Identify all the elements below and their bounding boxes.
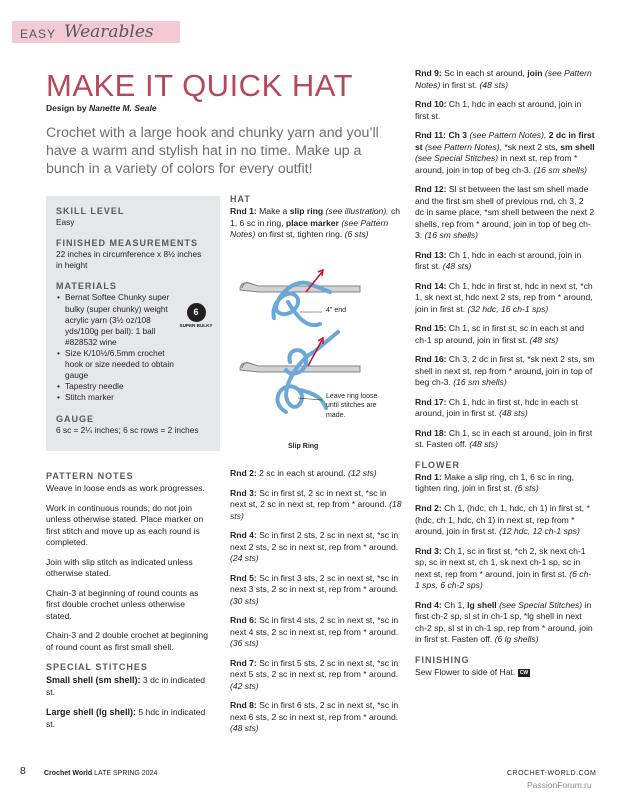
hat-round [415,68,595,91]
rnd-label: Rnd 6: [230,615,257,626]
rnd-label: Rnd 5: [230,572,257,583]
rnd-text: Make a slip ring, ch 1, 6 sc in ring, tighten ring, join in first st. [415,471,575,494]
rnd-text: Sc in first 6 sts, 2 sc in next st, *sc in next 6 sts, 2 sc in next st, rep from * around. [230,700,399,722]
publication [44,769,157,778]
rnd-term: place marker [285,217,339,228]
yarn-weight-label: SUPER BULKY [179,323,213,328]
rnd-text: Ch 1, hdc in first st, hdc in each st around, join in first st. [415,396,578,419]
rnd-term: 2 dc in first st [415,130,595,152]
measurements-heading: FINISHED MEASUREMENTS [56,238,199,249]
hat-round [415,99,595,122]
note-item: Work in continuous rounds; do not join unless otherwise stated. Place marker on first stitch and move up as each round is completed. [46,502,204,548]
rnd-label: Rnd 10: [415,99,447,110]
flower-heading: FLOWER [415,459,460,470]
hat-round [230,573,402,608]
rnd-text: Sc in first 3 sts, 2 sc in next st, *sc in next 3 sts, 2 sc in next st, rep from * around. [230,572,399,595]
material-item: • Stitch marker [56,392,174,403]
continued-column [415,68,595,686]
notes-heading: PATTERN NOTES [46,471,134,481]
hat-round [230,700,402,735]
rnd-label: Rnd 2: [415,503,442,513]
rnd-text: Ch 1, hdc in each st around, join in first st. [415,249,582,272]
flower-round [415,600,595,646]
rnd-label: Rnd 14: [415,280,447,291]
rnd-label: Rnd 4: [415,599,442,610]
rnd-count: (6 sts) [514,483,539,494]
rnd-label: Rnd 1: [230,206,257,217]
note-item: Weave in loose ends as work progresses. [46,483,205,494]
rnd-label: Rnd 18: [415,427,447,438]
rnd-count: (42 sts) [230,680,259,691]
section-tab [12,21,180,43]
hat-round [230,658,402,693]
flower-round [415,503,595,538]
note-item: Chain-3 and 2 double crochet at beginning of round count as first small shell. [46,630,208,652]
rnd-note: (see Pattern Notes), [425,141,502,152]
rnd-note: (see illustration), [325,206,389,217]
rnd-label: Rnd 15: [415,323,447,334]
ring-label: Leave ring loose until stitches are made. [326,393,378,419]
rnd-label: Rnd 12: [415,184,447,195]
rnd-count: (16 sm shells) [533,164,587,175]
gauge-heading: GAUGE [56,413,95,424]
rnd-label: Rnd 8: [230,700,257,711]
rnd-count: (36 sts) [230,638,259,649]
hat-round [230,615,402,650]
rnd-term: Ch 3 [448,130,468,141]
rnd-count: (6 lg shells) [494,634,539,645]
page-number: 8 [20,765,26,777]
rnd-count: (12 sts) [347,468,377,478]
rnd-label: Rnd 3: [415,545,442,556]
section-easy: EASY [20,27,57,41]
materials-heading: MATERIALS [56,281,117,292]
rnd-note: (see Special Stitches) [499,599,583,610]
finishing-instruction: Sew Flower to side of Hat. [415,666,516,677]
slip-ring-drawing [230,262,402,462]
rnd-term: join [527,68,543,78]
section-wearables: Wearables [64,22,154,42]
rnd-label: Rnd 16: [415,354,447,365]
small-shell-text: 3 dc in indicated st. [46,675,206,697]
website: CROCHET-WORLD.COM [507,770,597,777]
small-shell-term: Small shell (sm shell): [46,675,141,686]
rnd-text: Sc in first 5 sts, 2 sc in next st, *sc in next 5 sts, 2 sc in next st, rep from * around. [230,657,399,680]
rnd-text: Ch 1, [444,599,465,610]
rnd-note: (see Pattern Notes) [230,217,389,240]
rnd-count: (16 sm shells) [424,230,479,241]
byline [46,103,157,114]
rnd-text: Sc in first 4 sts, 2 sc in next st, *sc in next 4 sts, 2 sc in next st, rep from * around. [230,615,399,637]
hat-heading: HAT [230,194,251,204]
rnd-term: lg shell [467,599,497,610]
rnd-count: (48 sts) [469,439,498,450]
rnd-text: ch 1, 6 sc in ring, [230,206,401,228]
rnd-label: Rnd 13: [415,249,447,260]
hat-round [230,530,402,565]
rnd-text: in first ch-2 sp, sl st in ch-1 sp, *lg shell in next ch-2 sp, sl st in ch-1 sp, rep from * around, join in first st. Fasten off. [415,599,593,645]
rnd-count: (6 sts) [344,229,369,240]
rnd-text: Sc in each st around, [444,68,525,78]
hat-column [230,193,402,249]
note-item: Join with slip stitch as indicated unless otherwise stated. [46,556,193,579]
rnd-note: (see Special Stitches) [415,153,499,164]
slip-ring-illustration [230,262,402,462]
rnd-text: Ch 1, sc in first st, *ch 2, sk next ch-1 sp, sc in next st, ch 1, sk next ch-1 sp, sc in next st, rep from * around, join in first st. [415,545,586,579]
hat-round [415,281,595,316]
rnd-count: (12 hdc, 12 ch-1 sps) [499,526,580,537]
designer-name: Nanette M. Seale [89,103,157,113]
rnd-label: Rnd 11: [415,130,447,141]
hat-round [415,323,595,346]
material-item: • Size K/10½/6.5mm crochet hook or size needed to obtain gauge [56,348,174,381]
rnd-label: Rnd 4: [230,530,257,541]
rnd-term: sm shell [560,141,595,152]
hat-round [415,397,595,420]
byline-prefix: Design by [46,103,87,113]
hat-rnd-1 [230,206,402,241]
measurements: 22 inches in circumference x 8½ inches in height [56,249,202,271]
small-shell-def [46,674,212,698]
flower-round [415,546,595,592]
rnd-note: (see Pattern Notes), [469,130,547,141]
end-mark-icon: CW [519,669,529,676]
rnd-text: Sc in first st, 2 sc in next st, *sc in next st, 2 sc in next st, rep from * around. [230,487,387,510]
rnd-text: Ch 1, sc in each st around, join in first st. Fasten off. [415,427,593,450]
hat-round [230,488,402,523]
rnd-text: Ch 1, hdc in each st around, join in first st. [415,99,582,121]
illustration-caption: Slip Ring [288,443,319,450]
pattern-info-box [46,196,220,451]
rnd-text: in first st. [442,79,478,90]
rnd-label: Rnd 7: [230,657,257,668]
skill-level: Easy [56,217,75,228]
rnd-text: Sc in first 2 sts, 2 sc in next st, *sc in next 2 sts, 2 sc in next st, rep from * around. [230,530,399,552]
rnd-count: (30 sts) [230,595,259,606]
hat-round [415,354,595,389]
rnd-count: (6 ch-1 sps, 6 ch-2 sps) [415,568,592,591]
rnd-text: Sl st between the last sm shell made and the first sm shell of previous rnd, ch 3, 2 dc in same place, *sm shell between the next 2 shells, rep from * around, join in top of beg ch-3. [415,184,595,241]
intro-text: Crochet with a large hook and chunky yarn and you’ll have a warm and stylish hat in no time. Make up a bunch in a variety of colors for every outfit! [46,125,379,177]
material-item: • Tapestry needle [56,381,174,392]
rnd-note: (see Pattern Notes) [415,68,592,90]
large-shell-term: Large shell (lg shell): [46,707,137,718]
hat-round [415,250,595,273]
special-stitches-heading: SPECIAL STITCHES [46,662,148,673]
rnd-label: Rnd 17: [415,396,447,407]
rnd-label: Rnd 9: [415,68,442,78]
yarn-ball-icon: 6 [187,303,206,322]
magazine-name: Crochet World [44,770,93,777]
rnd-term: slip ring [289,206,324,217]
notes-column [46,470,212,738]
hat-round [415,184,595,242]
hat-round [415,130,595,176]
yarn-weight-icon [179,303,213,329]
large-shell-def [46,706,212,730]
rnd-label: Rnd 1: [415,471,442,482]
rnd-text: Ch 3, 2 dc in first st, *sk next 2 sts, sm shell in next st, rep from * around, join in top of beg ch-3. [415,354,595,388]
rnd-count: (24 sts) [230,553,259,564]
rnd-text: Ch 1, sc in first st, sc in each st and ch-1 sp around, join in first st. [415,323,585,345]
finishing-text [415,667,595,679]
hat-rounds [230,468,402,743]
skill-heading: SKILL LEVEL [56,206,125,216]
rnd-count: (48 sts) [529,334,559,345]
hat-round [230,468,402,480]
rnd-text: in next st, rep from * around, join in top of beg ch-3. [415,153,578,175]
rnd-text: *sk next 2 sts, [504,141,558,152]
rnd-text: Ch 1, hdc in first st, hdc in next st, *ch 1, sk next st, hdc next 2 sts, rep from * around, join in first st. [415,280,593,314]
material-item: • Bernat Softee Chunky super bulky (super chunky) weight acrylic yarn (3½ oz/108 yds/100g per ball): 1 ball #828532 wine [56,292,174,348]
rnd-text: on first st, tighten ring. [257,229,343,240]
rnd-count: (48 sts) [499,408,528,419]
rnd-count: (48 sts) [479,79,509,90]
rnd-text: 2 sc in each st around. [259,468,346,478]
issue-name: LATE SPRING 2024 [94,770,158,777]
note-item: Chain-3 at beginning of round counts as first double crochet unless otherwise stated. [46,587,199,621]
rnd-count: (18 sts) [230,499,402,521]
hat-round [415,428,595,451]
end-label: 4" end [326,307,347,314]
rnd-count: (16 sm shells) [453,377,507,388]
flower-round [415,472,595,495]
finishing-heading: FINISHING [415,654,470,665]
rnd-count: (32 hdc, 16 ch-1 sps) [467,303,549,314]
rnd-text: Ch 1, (hdc, ch 1, hdc, ch 1) in first st, *(hdc, ch 1, hdc, ch 1) in next st, rep from * around, join in first st. [415,503,590,537]
rnd-label: Rnd 3: [230,487,257,498]
gauge: 6 sc = 2¼ inches; 6 sc rows = 2 inches [56,424,199,435]
rnd-count: (48 sts) [230,723,259,734]
rnd-text: Make a [259,206,288,217]
rnd-count: (48 sts) [442,261,472,272]
watermark: PassionForum.ru [527,780,592,790]
large-shell-text: 5 hdc in indicated st. [46,707,206,729]
rnd-label: Rnd 2: [230,468,257,478]
page-title: MAKE IT QUICK HAT [46,68,354,103]
